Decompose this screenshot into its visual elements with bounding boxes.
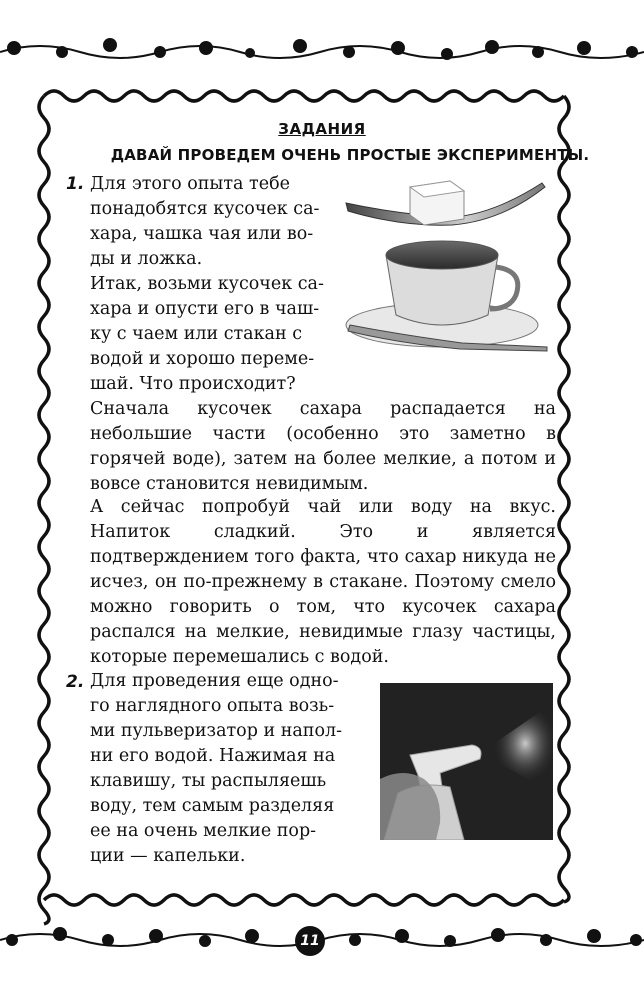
text-line: понадобятся кусочек са-: [90, 199, 320, 219]
experiment-2-number: 2.: [66, 672, 85, 692]
text-line: ку с чаем или стакан с: [90, 324, 303, 344]
section-title: ЗАДАНИЯ: [278, 120, 366, 138]
page-number: 11: [295, 926, 325, 956]
tea-cup-illustration: [342, 175, 552, 360]
text-line: ни его водой. Нажимая на: [90, 746, 336, 766]
text-line: шай. Что происходит?: [90, 374, 296, 394]
text-line: Итак, возьми кусочек са-: [90, 274, 324, 294]
experiment-1-paragraph-2: Сначала кусочек сахара распадается на небольшие части (особенно это заметно в горячей воде), затем на более мелкие, а потом и вовсе становится невидимым.: [90, 399, 556, 494]
text-line: го наглядного опыта возь-: [90, 696, 335, 716]
experiment-1-paragraph-3: А сейчас попробуй чай или воду на вкус. Напиток сладкий. Это и является подтверждением того факта, что сахар никуда не исчез, он по-прежнему в стакане. Поэтому смело можно говорить о том, что кусочек сахара распался на мелкие, невидимые глазу частицы, которые перемешались с водой.: [90, 497, 556, 667]
text-line: хара и опусти его в чаш-: [90, 299, 320, 319]
text-line: водой и хорошо переме-: [90, 349, 315, 369]
text-line: ды и ложка.: [90, 249, 203, 269]
text-line: хара, чашка чая или во-: [90, 224, 314, 244]
experiment-2-text: [90, 669, 372, 869]
spray-bottle-photo: [380, 683, 553, 840]
experiment-1-number: 1.: [66, 174, 85, 194]
text-line: Для проведения еще одно-: [90, 671, 339, 691]
text-line: ции — капельки.: [90, 846, 246, 866]
text-line: ми пульверизатор и напол-: [90, 721, 343, 741]
text-line: воду, тем самым разделяя: [90, 796, 335, 816]
section-subtitle: ДАВАЙ ПРОВЕДЕМ ОЧЕНЬ ПРОСТЫЕ ЭКСПЕРИМЕНТЫ.: [110, 146, 590, 164]
text-line: Для этого опыта тебе: [90, 174, 290, 194]
text-line: клавишу, ты распыляешь: [90, 771, 327, 791]
experiment-1-intro: [90, 172, 336, 397]
text-line: ее на очень мелкие пор-: [90, 821, 317, 841]
